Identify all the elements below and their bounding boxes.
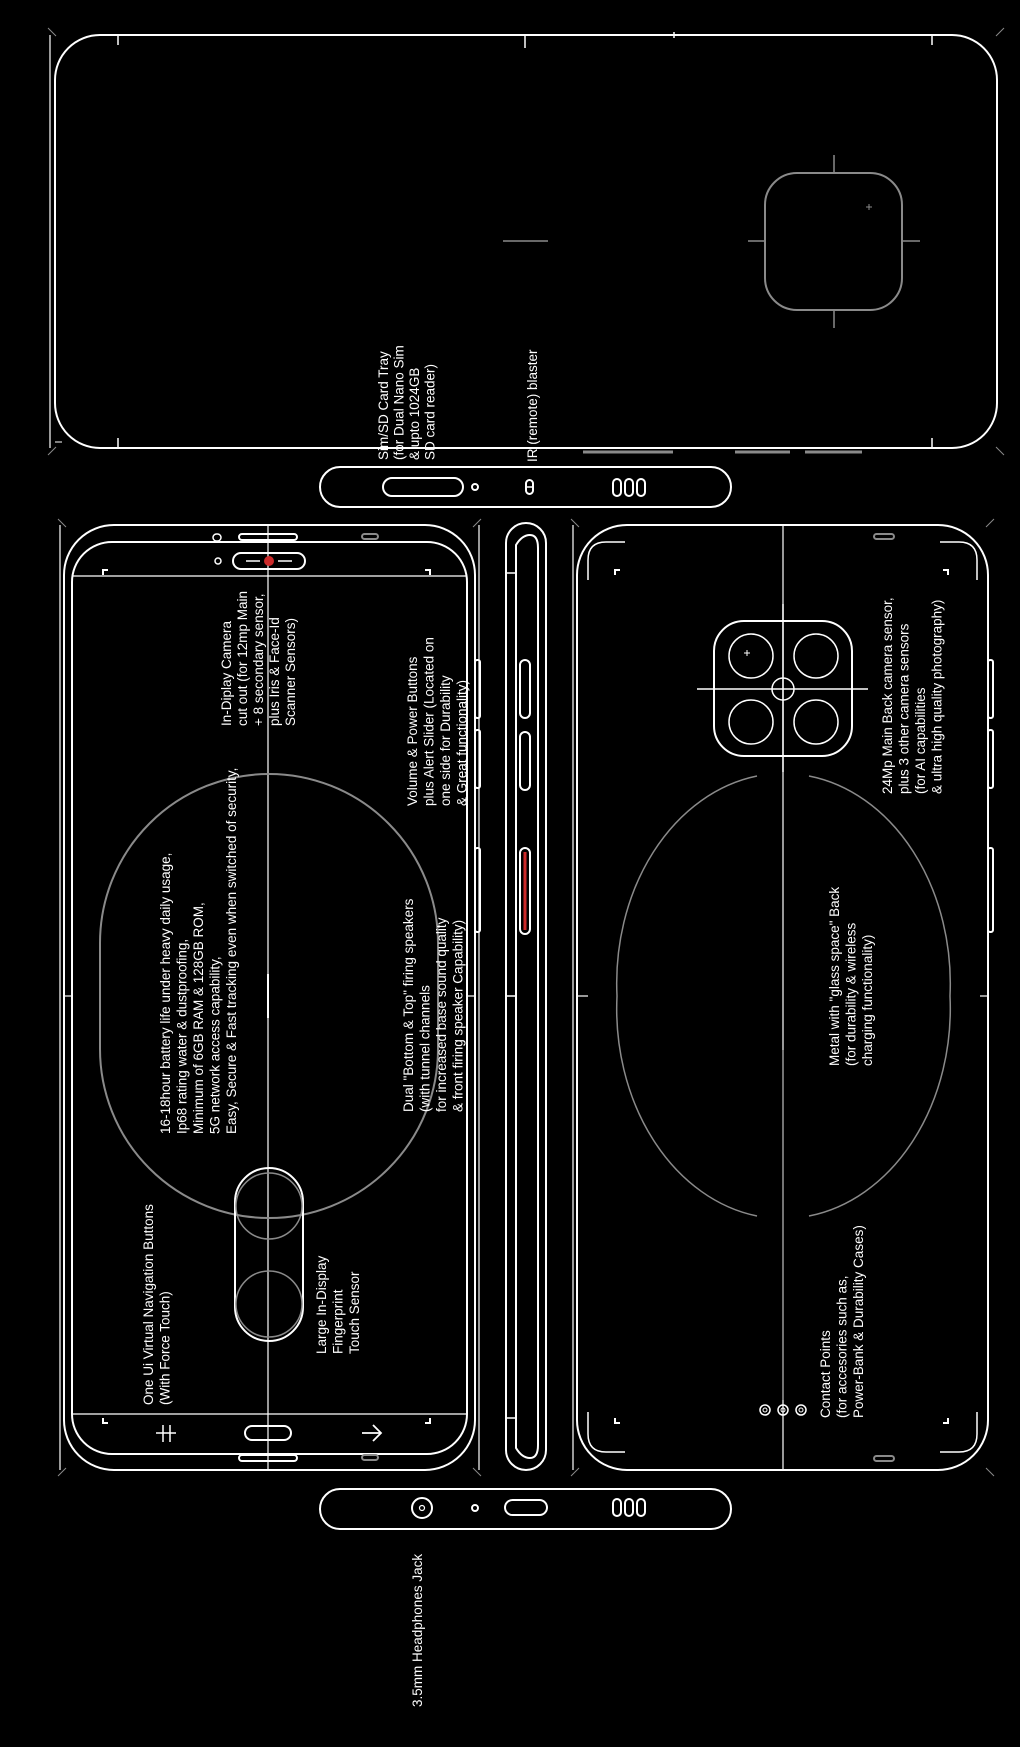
annotation-line: & front firing speaker Capability) — [450, 919, 466, 1112]
annotation-line: Minimum of 6GB RAM & 128GB ROM, — [191, 902, 206, 1134]
annotation-line: + 8 secondary sensor, — [251, 593, 266, 726]
annotation-sim-tray — [376, 345, 438, 460]
annotation-line: cut out (for 12mp Main — [235, 590, 250, 726]
annotation-line: 5G network access capability, — [207, 956, 223, 1134]
rear-camera-module — [697, 604, 868, 772]
fingerprint-sensor — [235, 1168, 303, 1341]
annotation-contact-points — [818, 1225, 866, 1418]
annotation-line: 24Mp Main Back camera sensor, — [880, 597, 895, 794]
annotation-front-camera — [219, 591, 298, 726]
annotation-line: 16-18hour battery life under heavy daily usage, — [158, 852, 173, 1134]
alert-slider — [520, 660, 530, 718]
annotation-line: Large In-Display — [314, 1255, 329, 1354]
annotation-line: plus 3 other camera sensors — [896, 623, 912, 794]
annotation-line: Metal with "glass space" Back — [827, 886, 842, 1066]
annotation-line: Touch Sensor — [347, 1271, 362, 1354]
annotation-line: Scanner Sensors) — [283, 617, 298, 726]
annotation-line: (With Force Touch) — [157, 1291, 173, 1405]
annotation-specs — [158, 768, 239, 1134]
annotation-line: Volume & Power Buttons — [405, 656, 420, 806]
annotation-line: Ip68 rating water & dustproofing, — [174, 938, 190, 1134]
headphone-jack-icon — [412, 1498, 432, 1518]
annotation-speakers — [401, 898, 466, 1112]
side-view — [506, 523, 546, 1470]
annotation-line: (for AI capabilities — [913, 687, 928, 794]
annotation-line: one side for Durability — [438, 675, 453, 806]
annotation-headphones — [410, 1554, 425, 1707]
sim-tray-slot — [383, 478, 463, 496]
speaker-grille-icon — [613, 1499, 645, 1516]
volume-button — [520, 732, 530, 790]
annotation-line: plus Alert Slider (Located on — [421, 637, 437, 806]
annotation-line: One Ui Virtual Navigation Buttons — [141, 1204, 156, 1405]
annotation-line: & upto 1024GB — [407, 367, 422, 460]
back-arrow-icon — [362, 1425, 381, 1441]
annotation-volume-power — [405, 637, 470, 806]
annotation-line: Sim/SD Card Tray — [376, 351, 391, 460]
annotation-line: Fingerprint — [330, 1289, 346, 1354]
annotation-line: charging functionality) — [860, 934, 875, 1066]
annotation-back-camera — [880, 597, 945, 794]
annotation-ir-blaster — [525, 349, 540, 462]
speaker-grille-icon — [613, 479, 645, 496]
mic-hole-icon — [472, 484, 478, 490]
annotations — [141, 345, 945, 1707]
annotation-line: & Great functionality) — [454, 679, 470, 806]
annotation-line: IR (remote) blaster — [525, 349, 540, 462]
annotation-line: (for durability & wireless — [843, 922, 859, 1066]
front-camera-lens-icon — [265, 557, 273, 565]
annotation-line: Power-Bank & Durability Cases) — [851, 1225, 866, 1418]
annotation-back-material — [827, 887, 875, 1066]
annotation-line: Dual "Bottom & Top" firing speakers — [401, 898, 416, 1112]
annotation-line: & ultra high quality photography) — [929, 599, 945, 794]
annotation-nav-buttons — [141, 1204, 173, 1405]
annotation-line: SD card reader) — [422, 363, 438, 460]
usb-c-port-icon — [505, 1500, 547, 1515]
annotation-line: 3.5mm Headphones Jack — [410, 1553, 425, 1707]
annotation-line: In-Diplay Camera — [219, 620, 234, 726]
annotation-line: (with tunnel channels — [417, 985, 433, 1112]
annotation-line: (for accesories such as, — [834, 1275, 850, 1418]
annotation-line: Contact Points — [818, 1330, 833, 1418]
recent-apps-icon — [156, 1425, 176, 1442]
mic-hole-icon — [472, 1505, 478, 1511]
annotation-line: (for Dual Nano Sim — [391, 345, 407, 460]
bottom-edge-view — [320, 1489, 731, 1529]
annotation-line: plus Iris & Face-Id — [267, 617, 282, 726]
annotation-line: for increased base sound quality — [434, 917, 449, 1112]
top-edge-view — [320, 467, 731, 507]
annotation-line: Easy, Secure & Fast tracking even when switched of security, — [224, 767, 239, 1134]
annotation-fingerprint — [314, 1255, 362, 1354]
